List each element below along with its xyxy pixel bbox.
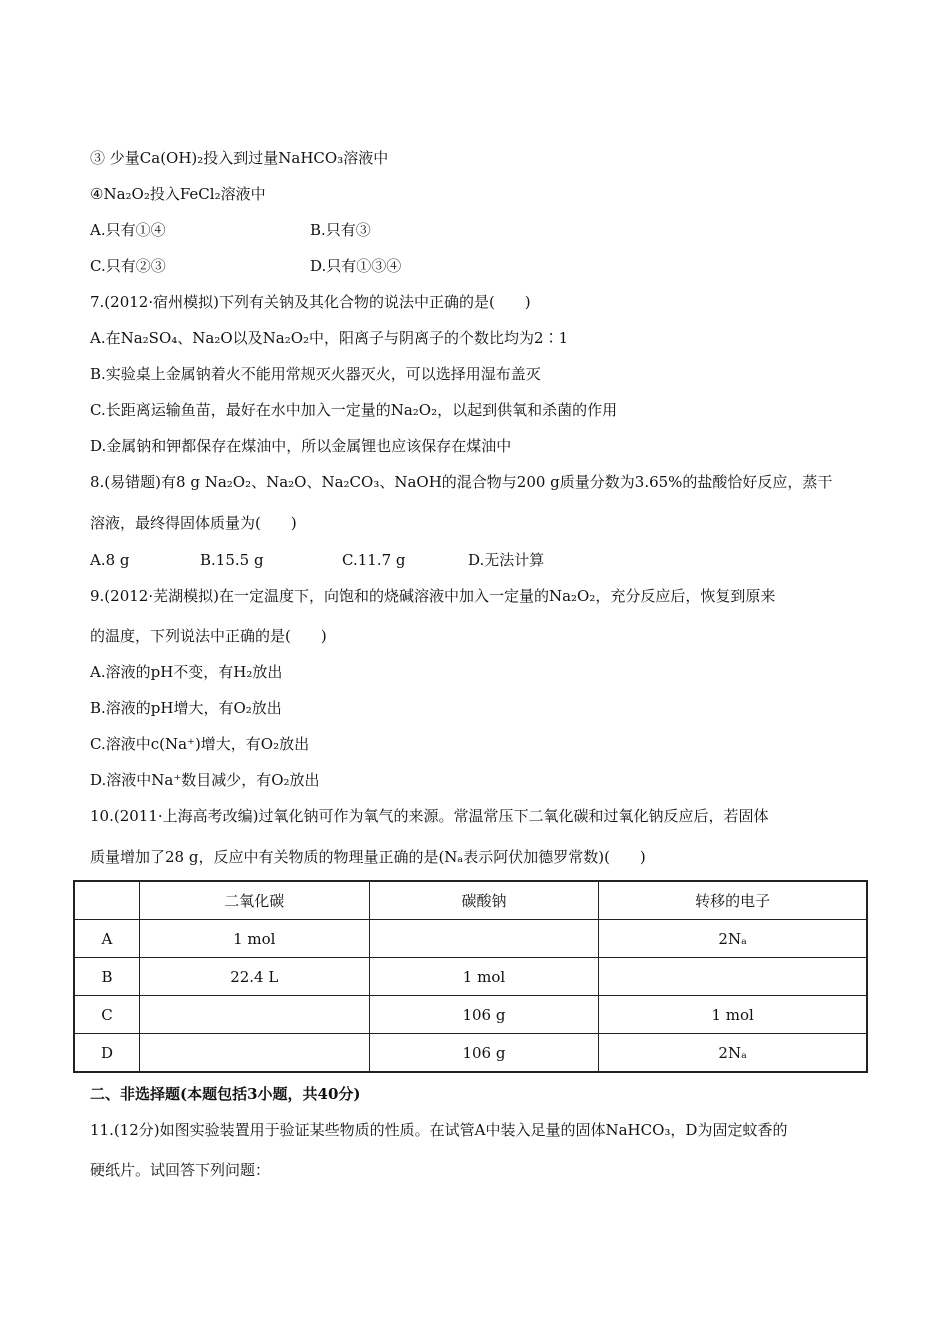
text-line: ③ 少量Ca(OH)₂投入到过量NaHCO₃溶液中 (90, 149, 389, 167)
table-cell: C (74, 996, 139, 1034)
table-cell (139, 1034, 369, 1073)
question-11-cont: 硬纸片。试回答下列问题： (90, 1161, 271, 1179)
table-row (74, 996, 867, 1034)
question-7: 7.(2012·宿州模拟)下列有关钠及其化合物的说法中正确的是( ) (90, 293, 531, 311)
answer-table (73, 880, 868, 1073)
section-heading: 二、非选择题(本题包括3小题，共40分) (90, 1085, 361, 1103)
option-d: D.溶液中Na⁺数目减少，有O₂放出 (90, 771, 320, 789)
option-a: A.溶液的pH不变，有H₂放出 (90, 663, 283, 681)
table-cell (369, 920, 599, 958)
option-b: B.15.5 g (200, 551, 264, 569)
text-line: ④Na₂O₂投入FeCl₂溶液中 (90, 185, 266, 203)
option-a: A.在Na₂SO₄、Na₂O以及Na₂O₂中，阳离子与阴离子的个数比均为2∶1 (90, 329, 569, 347)
table-cell: 2Nₐ (599, 1034, 867, 1073)
option-b: B.溶液的pH增大，有O₂放出 (90, 699, 282, 717)
question-8: 8.(易错题)有8 g Na₂O₂、Na₂O、Na₂CO₃、NaOH的混合物与200 g质量分数为3.65%的盐酸恰好反应，蒸干 (90, 473, 833, 491)
question-8-cont: 溶液，最终得固体质量为( ) (90, 514, 297, 532)
table-header-row (74, 881, 867, 920)
option-c: C.长距离运输鱼苗，最好在水中加入一定量的Na₂O₂，以起到供氧和杀菌的作用 (90, 401, 618, 419)
table-cell: 106 g (369, 996, 599, 1034)
table-cell: 106 g (369, 1034, 599, 1073)
table-header-cell: 碳酸钠 (369, 881, 599, 920)
table-cell: 1 mol (599, 996, 867, 1034)
table-cell: A (74, 920, 139, 958)
option-c: C.只有②③ (90, 257, 166, 275)
option-c: C.11.7 g (342, 551, 406, 569)
table-cell: 22.4 L (139, 958, 369, 996)
table-cell: 1 mol (369, 958, 599, 996)
table-cell: 1 mol (139, 920, 369, 958)
table-cell: B (74, 958, 139, 996)
table-header-cell: 二氧化碳 (139, 881, 369, 920)
option-d: D.只有①③④ (310, 257, 402, 275)
table-cell: 2Nₐ (599, 920, 867, 958)
option-a: A.只有①④ (90, 221, 166, 239)
question-11: 11.(12分)如图实验装置用于验证某些物质的性质。在试管A中装入足量的固体NaHCO₃，D为固定蚊香的 (90, 1121, 788, 1139)
question-10: 10.(2011·上海高考改编)过氧化钠可作为氧气的来源。常温常压下二氧化碳和过氧化钠反应后，若固体 (90, 807, 769, 825)
option-d: D.金属钠和钾都保存在煤油中，所以金属锂也应该保存在煤油中 (90, 437, 512, 455)
table-cell (599, 958, 867, 996)
option-c: C.溶液中c(Na⁺)增大，有O₂放出 (90, 735, 310, 753)
question-9-cont: 的温度，下列说法中正确的是( ) (90, 627, 327, 645)
table-cell: D (74, 1034, 139, 1073)
option-b: B.只有③ (310, 221, 371, 239)
question-9: 9.(2012·芜湖模拟)在一定温度下，向饱和的烧碱溶液中加入一定量的Na₂O₂，充分反应后，恢复到原来 (90, 587, 776, 605)
option-a: A.8 g (90, 551, 130, 569)
option-d: D.无法计算 (468, 551, 545, 569)
option-b: B.实验桌上金属钠着火不能用常规灭火器灭火，可以选择用湿布盖灭 (90, 365, 541, 383)
table-header-cell (74, 881, 139, 920)
table-row (74, 1034, 867, 1073)
table-cell (139, 996, 369, 1034)
question-10-cont: 质量增加了28 g，反应中有关物质的物理量正确的是(Nₐ表示阿伏加德罗常数)( ) (90, 848, 646, 866)
table-row (74, 958, 867, 996)
table-row (74, 920, 867, 958)
table-header-cell: 转移的电子 (599, 881, 867, 920)
